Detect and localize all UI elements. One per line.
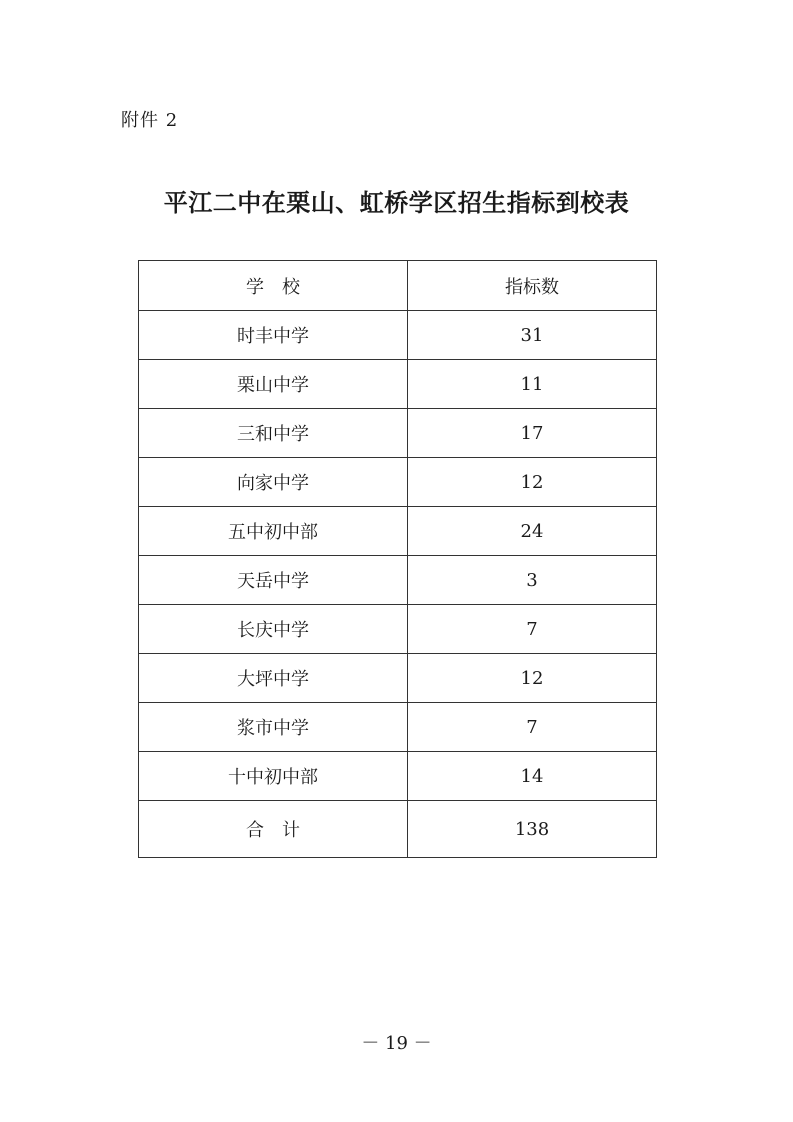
table-row — [139, 311, 657, 360]
quota-value: 14 — [408, 752, 657, 801]
school-name: 向家中学 — [139, 458, 408, 507]
quota-value: 17 — [408, 409, 657, 458]
quota-value: 12 — [408, 654, 657, 703]
quota-table — [138, 260, 657, 858]
page-number: － 19 － — [361, 1033, 432, 1054]
school-name: 天岳中学 — [139, 556, 408, 605]
quota-value: 11 — [408, 360, 657, 409]
quota-value: 24 — [408, 507, 657, 556]
school-name: 浆市中学 — [139, 703, 408, 752]
table-row — [139, 605, 657, 654]
quota-value: 7 — [408, 605, 657, 654]
document-title: 平江二中在栗山、虹桥学区招生指标到校表 — [163, 188, 630, 217]
table-row — [139, 654, 657, 703]
table-row — [139, 752, 657, 801]
total-value: 138 — [408, 801, 657, 858]
table-row — [139, 703, 657, 752]
table-row — [139, 458, 657, 507]
table-row — [139, 556, 657, 605]
school-name: 大坪中学 — [139, 654, 408, 703]
table-row — [139, 409, 657, 458]
school-name: 五中初中部 — [139, 507, 408, 556]
table-header-row — [139, 261, 657, 311]
total-row — [139, 801, 657, 858]
school-name: 时丰中学 — [139, 311, 408, 360]
header-school: 学 校 — [139, 261, 408, 311]
school-name: 栗山中学 — [139, 360, 408, 409]
quota-value: 3 — [408, 556, 657, 605]
quota-value: 31 — [408, 311, 657, 360]
quota-value: 12 — [408, 458, 657, 507]
total-label: 合 计 — [139, 801, 408, 858]
table-row — [139, 360, 657, 409]
school-name: 长庆中学 — [139, 605, 408, 654]
attachment-label: 附件 2 — [121, 110, 179, 131]
school-name: 三和中学 — [139, 409, 408, 458]
school-name: 十中初中部 — [139, 752, 408, 801]
header-quota: 指标数 — [408, 261, 657, 311]
quota-value: 7 — [408, 703, 657, 752]
table-row — [139, 507, 657, 556]
